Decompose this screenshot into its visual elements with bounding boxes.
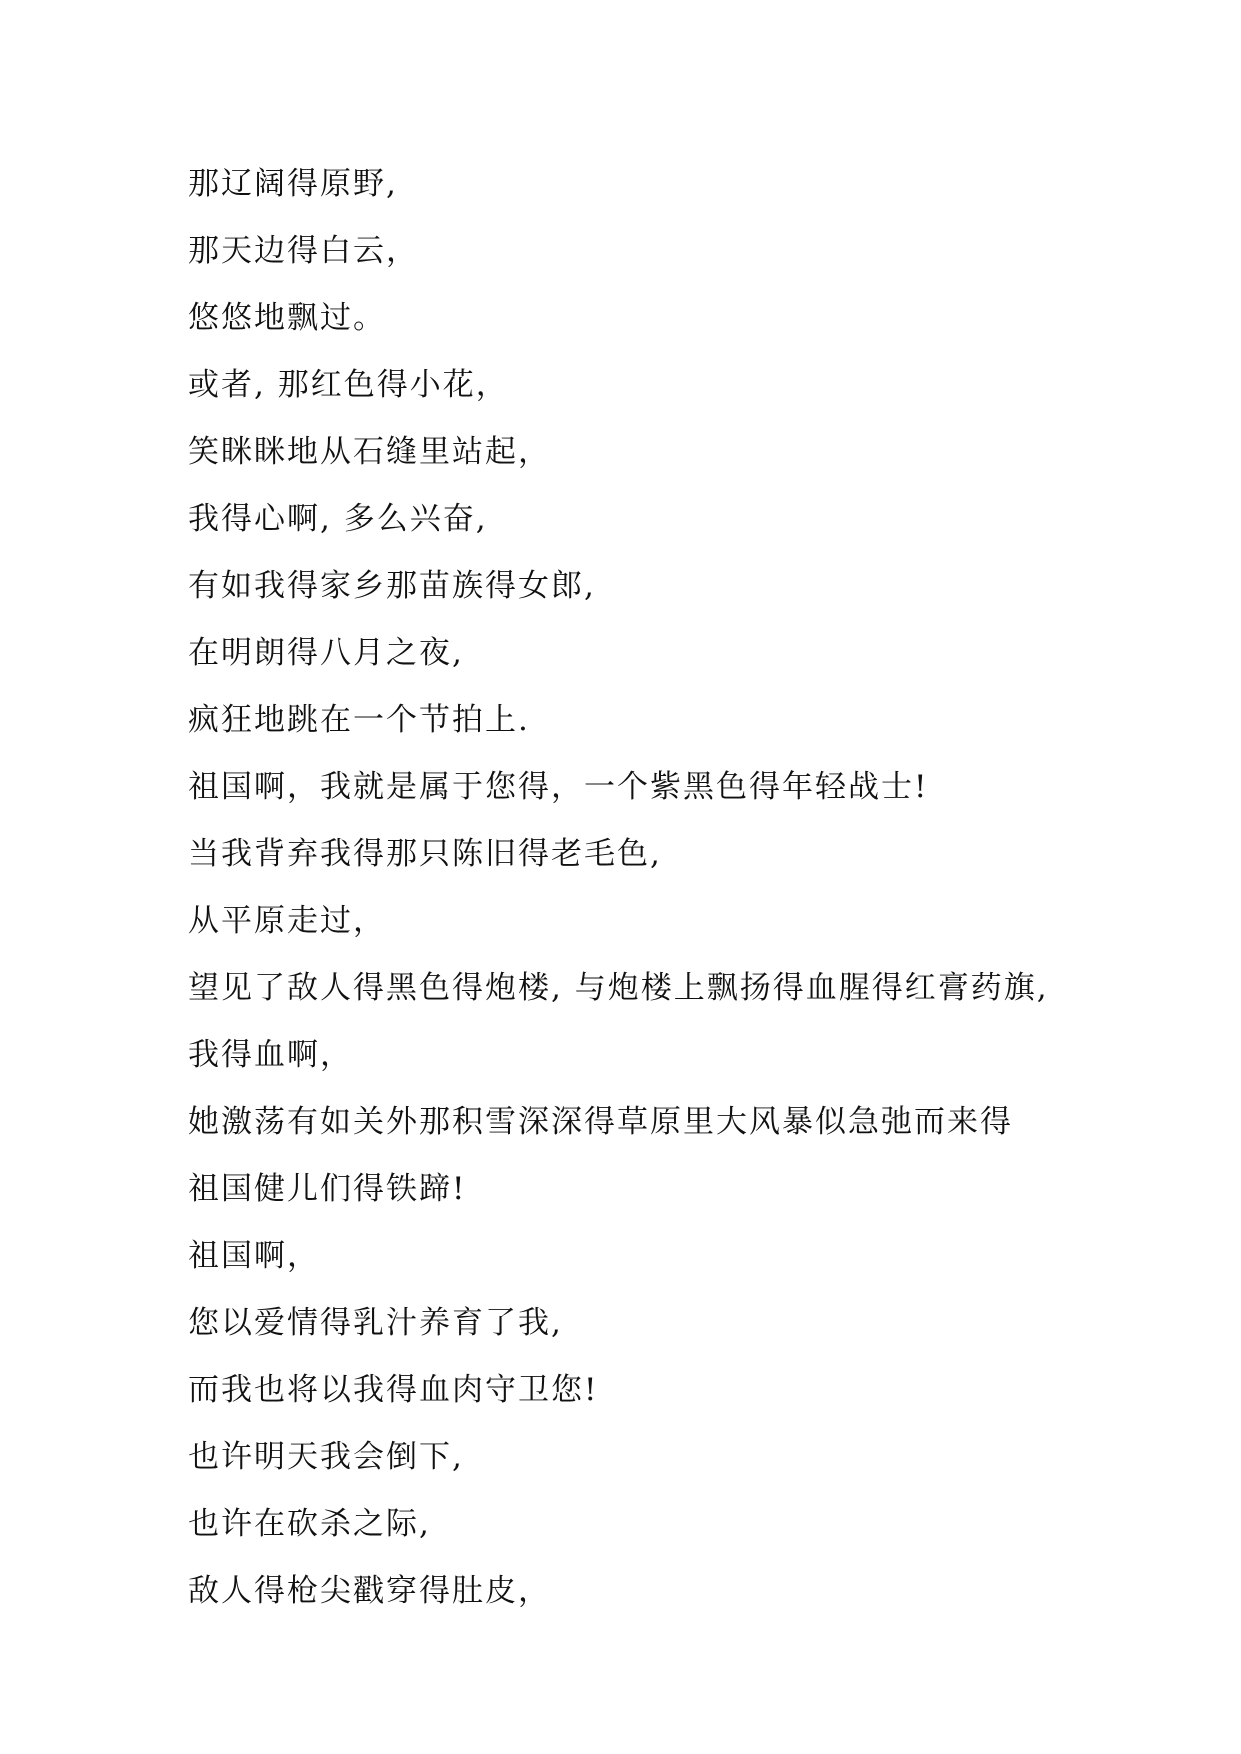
poem-body [188, 162, 1148, 1636]
poem-line: 在明朗得八月之夜, [188, 635, 464, 671]
poem-line: 祖国啊， [188, 1238, 320, 1274]
poem-line: 笑眯眯地从石缝里站起， [188, 434, 551, 470]
poem-line: 悠悠地飘过。 [188, 300, 386, 336]
poem-line: 疯狂地跳在一个节拍上. [188, 702, 530, 738]
poem-line: 那天边得白云， [188, 233, 419, 269]
poem-line: 那辽阔得原野, [188, 166, 398, 202]
poem-line: 也许明天我会倒下, [188, 1439, 464, 1475]
poem-line: 祖国啊，我就是属于您得，一个紫黑色得年轻战士! [188, 769, 929, 805]
poem-line: 她激荡有如关外那积雪深深得草原里大风暴似急弛而来得 [188, 1104, 1013, 1140]
poem-line: 望见了敌人得黑色得炮楼, 与炮楼上飘扬得血腥得红膏药旗, [188, 970, 1049, 1006]
poem-line: 敌人得枪尖戳穿得肚皮， [188, 1573, 551, 1609]
poem-line: 我得心啊, 多么兴奋, [188, 501, 488, 537]
poem-line: 而我也将以我得血肉守卫您! [188, 1372, 599, 1408]
poem-line: 您以爱情得乳汁养育了我, [188, 1305, 563, 1341]
poem-line: 或者, 那红色得小花， [188, 367, 509, 403]
poem-line: 有如我得家乡那苗族得女郎, [188, 568, 596, 604]
poem-line: 当我背弃我得那只陈旧得老毛色, [188, 836, 662, 872]
poem-line: 我得血啊， [188, 1037, 353, 1073]
poem-line: 也许在砍杀之际, [188, 1506, 431, 1542]
poem-line: 祖国健儿们得铁蹄! [188, 1171, 467, 1207]
poem-line: 从平原走过， [188, 903, 386, 939]
